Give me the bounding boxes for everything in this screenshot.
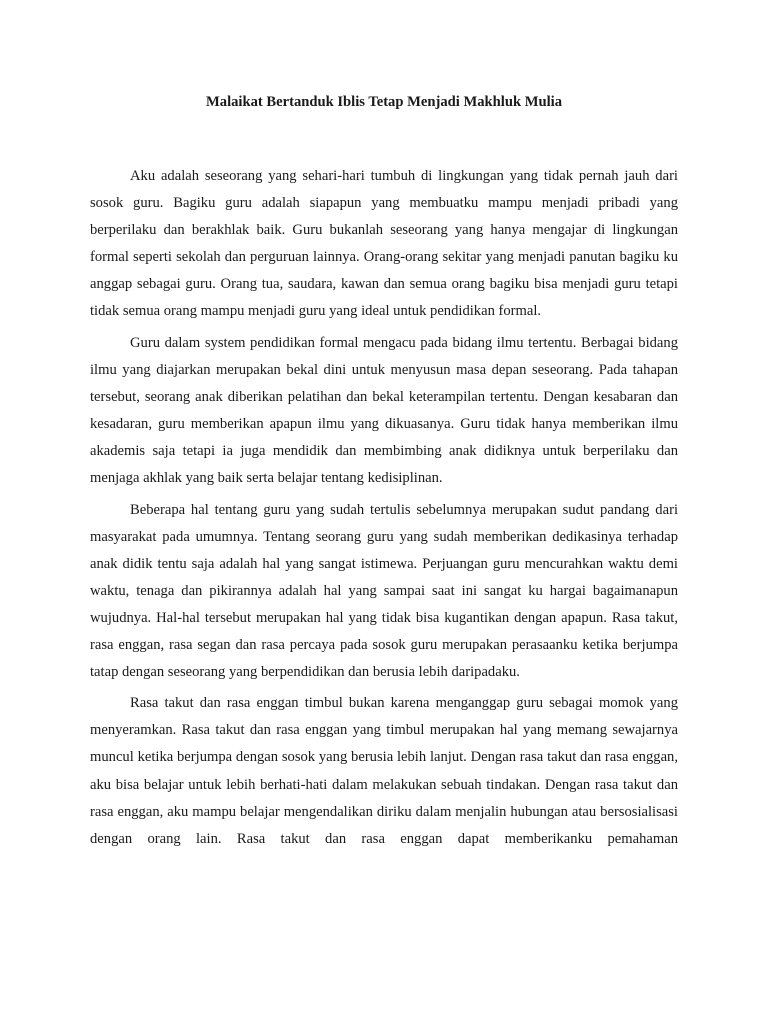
document-title: Malaikat Bertanduk Iblis Tetap Menjadi Makhluk Mulia: [206, 94, 562, 110]
document-body: [90, 163, 678, 857]
paragraph-3: Beberapa hal tentang guru yang sudah tertulis sebelumnya merupakan sudut pandang dari masyarakat pada umumnya. Tentang seorang guru yang sudah memberikan dedikasinya terhadap anak didik tentu saja adalah hal yang sangat istimewa. Perjuangan guru mencurahkan waktu demi waktu, tenaga dan pikirannya adalah hal yang sampai saat ini sangat ku hargai bagaimanapun wujudnya. Hal-hal tersebut merupakan hal yang tidak bisa kugantikan dengan apapun. Rasa takut, rasa enggan, rasa segan dan rasa percaya pada sosok guru merupakan perasaanku ketika berjumpa tatap dengan seseorang yang berpendidikan dan berusia lebih daripadaku.: [90, 501, 678, 680]
paragraph-4: Rasa takut dan rasa enggan timbul bukan karena menganggap guru sebagai momok yang menyeramkan. Rasa takut dan rasa enggan yang timbul merupakan hal yang memang sewajarnya muncul ketika berjumpa dengan sosok yang berusia lebih lanjut. Dengan rasa takut dan rasa enggan, aku bisa belajar untuk lebih berhati-hati dalam melakukan sebuah tindakan. Dengan rasa takut dan rasa enggan, aku mampu belajar mengendalikan diriku dalam menjalin hubungan atau bersosialisasi dengan orang lain. Rasa takut dan rasa enggan dapat memberikanku pemahaman: [90, 695, 678, 847]
paragraph-1: Aku adalah seseorang yang sehari-hari tumbuh di lingkungan yang tidak pernah jauh dari sosok guru. Bagiku guru adalah siapapun yang membuatku mampu menjadi pribadi yang berperilaku dan berakhlak baik. Guru bukanlah seseorang yang hanya mengajar di lingkungan formal seperti sekolah dan perguruan lainnya. Orang-orang sekitar yang menjadi panutan bagiku ku anggap sebagai guru. Orang tua, saudara, kawan dan semua orang bagiku bisa menjadi guru tetapi tidak semua orang mampu menjadi guru yang ideal untuk pendidikan formal.: [90, 168, 678, 320]
paragraph-2: Guru dalam system pendidikan formal mengacu pada bidang ilmu tertentu. Berbagai bidang ilmu yang diajarkan merupakan bekal dini untuk menyusun masa depan seseorang. Pada tahapan tersebut, seorang anak diberikan pelatihan dan bekal keterampilan tertentu. Dengan kesabaran dan kesadaran, guru memberikan apapun ilmu yang dikuasanya. Guru tidak hanya memberikan ilmu akademis saja tetapi ia juga mendidik dan membimbing anak didiknya untuk berperilaku dan menjaga akhlak yang baik serta belajar tentang kedisiplinan.: [90, 334, 678, 487]
